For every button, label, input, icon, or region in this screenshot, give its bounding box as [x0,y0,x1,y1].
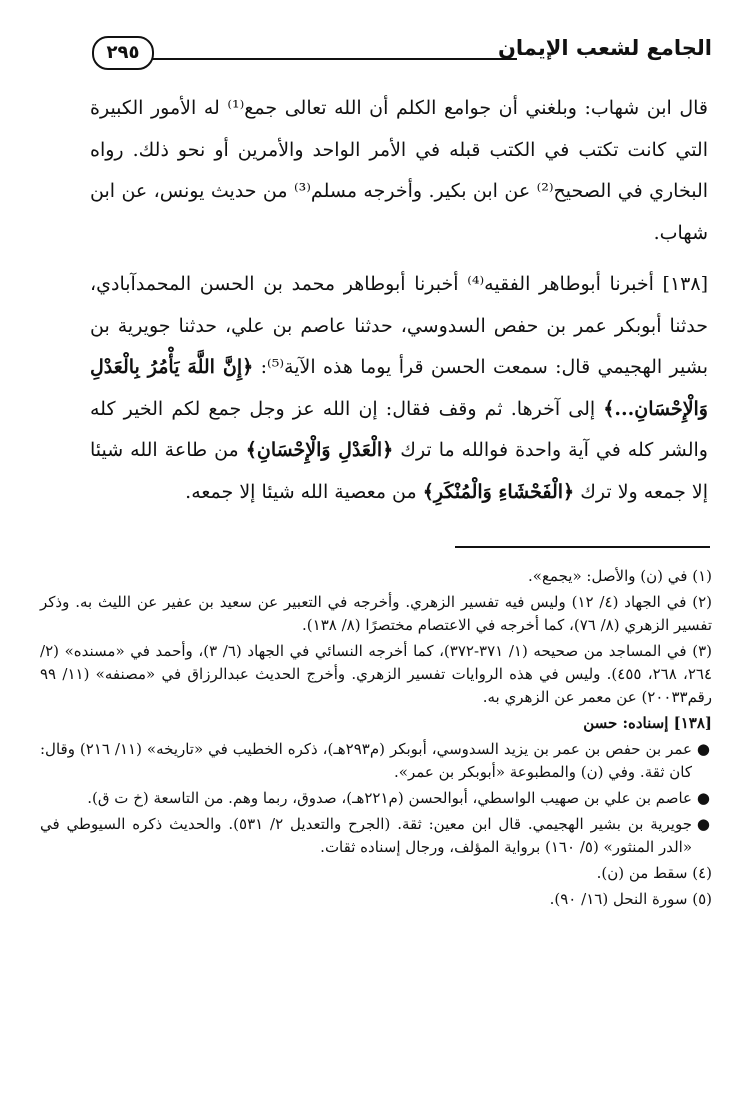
narrator-text: جويرية بن بشير الهجيمي. قال ابن معين: ثقة. (الجرح والتعديل ٢/ ٥٣١). والحديث ذكره السيوطي في «الدر المنثور» (٥/ ١٦٠) برواية المؤلف، ورجال إسناده ثقات. [40,815,692,856]
page-number: ٢٩٥ [92,36,154,70]
footnote-3: (٣) في المساجد من صحيحه (١/ ٣٧١-٣٧٢)، كما أخرجه النسائي في الجهاد (٦/ ٣)، وأحمد في «مسنده» (٢/ ٢٦٤، ٢٦٨، ٤٥٥). وليس في هذه الروايات تفسير الزهري. وأخرج الحديث عبدالرزاق في «مصنفه» (١١/ ٩٩ رقم٢٠٠٣٣) عن معمر عن الزهري به. [40,642,713,706]
narrator-text: عمر بن حفص بن عمر بن يزيد السدوسي، أبوبكر (م٢٩٣هـ)، ذكره الخطيب في «تاريخه» (١١/ ٢١٦) وقال: كان ثقة. وفي (ن) والمطبوعة «أبوبكر بن عمر». [40,740,692,781]
hadith-text-2: من طاعة الله شيئا إلا جمعه ولا ترك [90,439,708,503]
narrator-list [40,738,712,859]
page-header [92,30,712,74]
isnad-text: [١٣٨] أخبرنا أبوطاهر الفقيه⁽⁴⁾ أخبرنا أبوطاهر محمد بن الحسن المحمدآبادي، حدثنا أبوبكر عمر بن حفص السدوسي، حدثنا عاصم بن علي، حدثنا جويرية بن بشير الهجيمي قال: سمعت الحسن قرأ يوما هذه الآية⁽⁵⁾: [90,273,708,378]
hadith-text-3: من معصية الله شيئا إلا جمعه. [185,480,417,503]
paragraph-hadith-138 [90,264,708,513]
bullet-icon: ● [696,789,710,807]
quran-verse-1: ﴿إِنَّ اللَّهَ يَأْمُرُ بِالْعَدْلِ وَالْإِحْسَانِ...﴾ [90,356,708,420]
quran-verse-3: ﴿الْفَحْشَاءِ وَالْمُنْكَرِ﴾ [422,480,575,503]
narrator-item [40,738,712,784]
footnote-4: (٤) سقط من (ن). [596,864,712,882]
bullet-icon: ● [696,815,710,833]
main-text [90,88,708,513]
narrator-item [40,787,712,810]
footnote-1: (١) في (ن) والأصل: «يجمع». [528,567,712,585]
running-title: الجامع لشعب الإيمان [497,36,712,60]
paragraph-1: قال ابن شهاب: وبلغني أن جوامع الكلم أن الله تعالى جمع⁽¹⁾ له الأمور الكبيرة التي كانت تكتب في الكتب قبله في الأمر الواحد والأمرين أو نحو ذلك. رواه البخاري في الصحيح⁽²⁾ عن ابن بكير. وأخرجه مسلم⁽³⁾ من حديث يونس، عن ابن شهاب. [90,97,709,244]
narrator-item [40,813,712,859]
footnote-divider [455,546,710,548]
header-rule [142,58,517,60]
isnad-grade: [١٣٨] إسناده: حسن [583,714,712,732]
footnote-5: (٥) سورة النحل (١٦/ ٩٠). [549,890,712,908]
footnotes [40,564,712,914]
footnote-2: (٢) في الجهاد (٤/ ١٢) وليس فيه تفسير الزهري. وأخرجه في التعبير عن سعيد بن عفير عن الليث به. وذكر تفسير الزهري (٨/ ٧٦)، كما أخرجه في الاعتصام مختصرًا (٨/ ١٣٨). [40,593,713,634]
hadith-text-1: إلى آخرها. ثم وقف فقال: إن الله عز وجل جمع لكم الخير كله والشر كله في آية واحدة فوالله ما ترك [90,397,708,461]
quran-verse-2: ﴿الْعَدْلِ وَالْإِحْسَانِ﴾ [245,439,394,461]
narrator-text: عاصم بن علي بن صهيب الواسطي، أبوالحسن (م٢٢١هـ)، صدوق، ربما وهم. من التاسعة (خ ت ق). [87,789,692,807]
bullet-icon: ● [696,740,710,758]
